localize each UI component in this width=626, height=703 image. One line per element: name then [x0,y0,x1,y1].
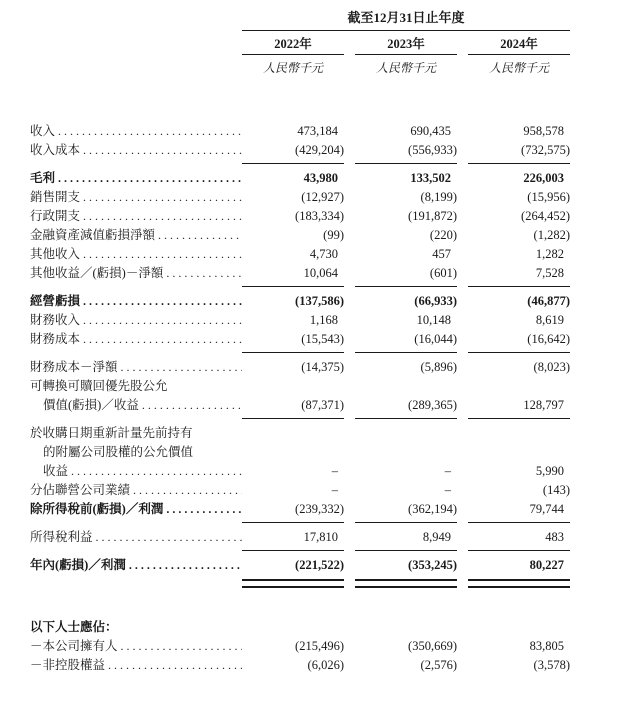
row-label-line: 於收購日期重新計量先前持有 [30,426,193,440]
dot-leader [58,122,242,141]
row-label-cell [30,245,242,264]
row-label-line: 的附屬公司股權的公允價值 [43,445,194,459]
row-income-tax-credit [30,528,570,547]
row-loss-profit-before-tax [30,500,570,519]
value-2023: (350,669) [408,639,457,653]
row-label-cell [30,207,242,226]
row-label-cell [30,330,242,349]
value-2024: 8,619 [535,313,564,327]
value-2023: (353,245) [408,558,457,572]
value-2024: 83,805 [529,639,564,653]
row-selling-expenses [30,188,570,207]
row-label-cell [30,264,242,283]
row-label: 分佔聯營公司業績 [30,483,131,497]
row-label: 除所得稅前(虧損)／利潤 [30,502,164,516]
row-attributable-to-heading [30,618,570,637]
row-label-cell [30,618,242,637]
row-label-line: 可轉換可贖回優先股公允 [30,379,168,393]
row-label: 其他收入 [30,247,81,261]
row-revenue [30,122,570,141]
dot-leader [83,207,242,226]
row-label: 收益 [43,464,69,478]
row-label-cell [30,637,242,656]
row-other-gains-losses-net [30,264,570,283]
value-2022: (429,204) [295,143,344,157]
value-2024: 7,528 [535,266,564,280]
value-2024: (1,282) [533,228,570,242]
value-2024: 958,578 [523,124,564,138]
value-2022: (87,371) [301,398,344,412]
year-column-2024: 2024年 [468,34,570,55]
row-label-cell [30,528,242,547]
value-2023: (5,896) [420,360,457,374]
value-2024: (732,575) [521,143,570,157]
value-2022: 17,810 [303,530,338,544]
value-2022: (14,375) [301,360,344,374]
value-2022: (6,026) [307,658,344,672]
row-owners-of-the-company [30,637,570,656]
value-2022: (221,522) [295,558,344,572]
value-2022: 43,980 [303,171,338,185]
value-2022: (12,927) [301,190,344,204]
value-2023: (16,044) [414,332,457,346]
row-gross-profit [30,169,570,188]
value-2022: (99) [323,228,344,242]
row-label: 金融資產減值虧損淨額 [30,228,156,242]
value-2024: (46,877) [527,294,570,308]
row-label-cell [30,424,242,481]
value-2024: 80,227 [529,558,564,572]
row-operating-loss [30,292,570,311]
row-label-cell [30,656,242,675]
row-label: －非控股權益 [30,658,106,672]
dot-leader [83,311,242,330]
value-2023: (2,576) [420,658,457,672]
value-2024: (8,023) [533,360,570,374]
dot-leader [83,141,242,160]
value-2023: 10,148 [416,313,451,327]
year-column-2023: 2023年 [355,34,457,55]
value-2023: (601) [429,266,457,280]
period-header: 截至12月31日止年度 [242,8,570,31]
column-rule [30,352,570,353]
year-columns [242,31,570,55]
unit-label: 人民幣千元 [375,61,436,75]
dot-leader [121,358,242,377]
dot-leader [166,500,242,519]
value-2024: (16,642) [527,332,570,346]
row-admin-expenses [30,207,570,226]
value-2023: (220) [429,228,457,242]
row-label-cell [30,292,242,311]
row-label: 財務收入 [30,313,81,327]
row-label: 以下人士應佔： [30,620,118,634]
value-2024: (15,956) [527,190,570,204]
dot-leader [129,556,242,575]
value-2022: (183,334) [295,209,344,223]
value-2023: 133,502 [410,171,451,185]
column-rule [30,163,570,164]
value-2022: 1,168 [309,313,338,327]
row-impairment-losses-financial-assets [30,226,570,245]
column-rule [30,418,570,419]
row-label: 財務成本 [30,332,81,346]
value-2024: (264,452) [521,209,570,223]
dot-leader [83,330,242,349]
row-label: 行政開支 [30,209,81,223]
value-2023: 457 [432,247,451,261]
value-2024: 226,003 [523,171,564,185]
dot-leader [96,528,242,547]
column-rule [30,286,570,287]
row-label-cell [30,500,242,519]
row-label-cell [30,311,242,330]
row-label: 收入成本 [30,143,81,157]
double-column-rule [30,579,570,588]
row-finance-income [30,311,570,330]
value-2024: 5,990 [535,464,564,478]
row-non-controlling-interests [30,656,570,675]
row-label: 收入 [30,124,56,138]
unit-label: 人民幣千元 [262,61,323,75]
value-2024: 79,744 [529,502,564,516]
row-label: 年內(虧損)／利潤 [30,558,126,572]
value-2023: (8,199) [420,190,457,204]
dot-leader [166,264,242,283]
value-2023: (66,933) [414,294,457,308]
row-label-line [30,462,242,481]
value-2024: 1,282 [535,247,564,261]
row-label: 其他收益／(虧損)－淨額 [30,266,164,280]
value-2023: (191,872) [408,209,457,223]
unit-row [242,55,570,78]
value-2023: (556,933) [408,143,457,157]
dot-leader [83,245,242,264]
row-label: 價值(虧損)／收益 [43,398,139,412]
value-2022: (15,543) [301,332,344,346]
row-label-cell [30,377,242,415]
value-2023: 690,435 [410,124,451,138]
dot-leader [158,226,242,245]
dot-leader [83,188,242,207]
row-convertible-preferred-fair-value [30,377,570,415]
dot-leader [58,169,242,188]
dot-leader [142,396,242,415]
value-2022: (215,496) [295,639,344,653]
row-label-cell [30,358,242,377]
value-2022: (239,332) [295,502,344,516]
row-label-cell [30,556,242,575]
row-finance-costs [30,330,570,349]
value-2023: – [444,483,451,497]
value-2022: – [331,464,338,478]
row-label-cell [30,226,242,245]
income-statement-table [30,122,570,675]
dot-leader [133,481,242,500]
dot-leader [121,637,242,656]
value-2022: 473,184 [297,124,338,138]
value-2023: 8,949 [422,530,451,544]
unit-label: 人民幣千元 [488,61,549,75]
row-label-cell [30,169,242,188]
row-share-of-results-of-associates [30,481,570,500]
dot-leader [83,292,242,311]
row-finance-costs-net [30,358,570,377]
column-rule [30,522,570,523]
year-column-2022: 2022年 [242,34,344,55]
row-label-cell [30,122,242,141]
value-2024: 483 [545,530,564,544]
dot-leader [108,656,242,675]
row-label: －本公司擁有人 [30,639,118,653]
value-2023: (289,365) [408,398,457,412]
row-label-cell [30,188,242,207]
row-label: 經營虧損 [30,294,81,308]
value-2023: – [444,464,451,478]
row-loss-profit-for-year [30,556,570,575]
row-remeasurement-gain-on-acquisition [30,424,570,481]
row-label-line [30,396,242,415]
value-2022: 10,064 [303,266,338,280]
value-2022: 4,730 [309,247,338,261]
row-other-income [30,245,570,264]
row-label: 所得稅利益 [30,530,93,544]
dot-leader [71,462,242,481]
value-2024: (143) [542,483,570,497]
row-label-cell [30,481,242,500]
row-label: 毛利 [30,171,56,185]
value-2024: 128,797 [523,398,564,412]
row-label: 財務成本－淨額 [30,360,118,374]
row-label-cell [30,141,242,160]
table-header [242,8,570,78]
value-2023: (362,194) [408,502,457,516]
value-2022: – [331,483,338,497]
row-cost-of-revenue [30,141,570,160]
value-2024: (3,578) [533,658,570,672]
column-rule [30,550,570,551]
value-2022: (137,586) [295,294,344,308]
row-label: 銷售開支 [30,190,81,204]
